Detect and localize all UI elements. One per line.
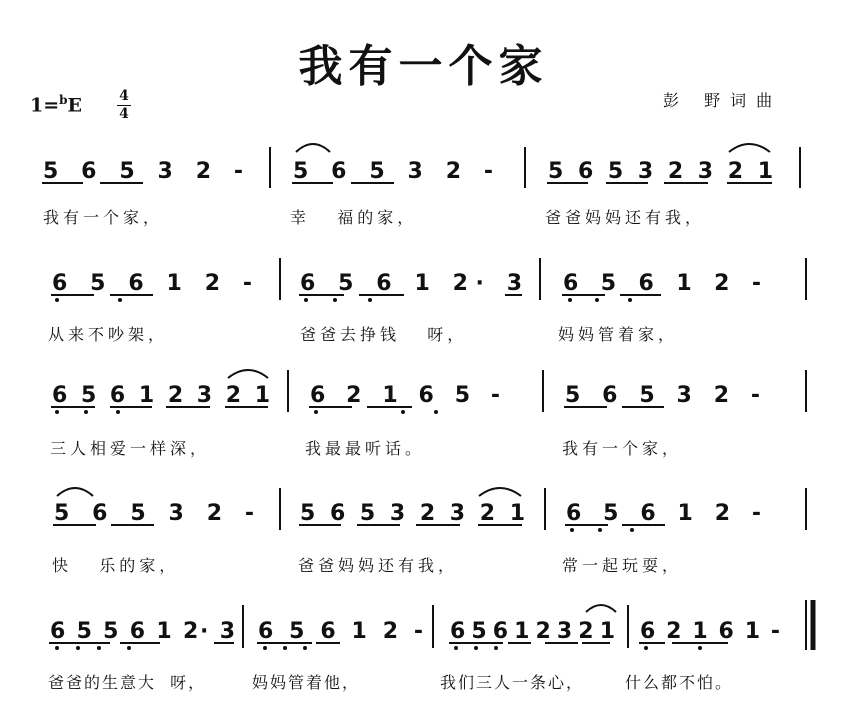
measure-notes: 6 5 6 1 2· 3 bbox=[300, 271, 522, 296]
measure-notes: 6 5 6 1 2 - bbox=[52, 271, 252, 296]
slur bbox=[57, 488, 93, 496]
lyric-line: 我有一个家， bbox=[43, 208, 164, 227]
slur bbox=[586, 605, 616, 612]
measure-notes: 5 6 5 3 2 - bbox=[43, 159, 243, 184]
measure-notes: 5 6 5 3 2 3 2 1 bbox=[548, 159, 773, 184]
lyric-line: 妈妈管着家， bbox=[558, 325, 679, 344]
measure-notes: 5 6 5 3 2 - bbox=[54, 501, 254, 526]
measure-notes: 6 5 6 1 2 3 2 1 bbox=[450, 619, 615, 644]
measure-notes: 6 5 6 1 2 3 2 1 bbox=[52, 383, 270, 408]
lyric-line: 爸爸妈妈还有我， bbox=[298, 556, 459, 575]
measure-notes: 6 5 5 6 1 2· 3 bbox=[50, 619, 235, 644]
octave-dots bbox=[55, 298, 702, 650]
lyric-line: 妈妈管着他， bbox=[252, 673, 361, 692]
lyric-line: 我们三人一条心， bbox=[440, 673, 585, 692]
measure-notes: 5 6 5 3 2 3 2 1 bbox=[300, 501, 525, 526]
lyric-line: 我有一个家， bbox=[562, 439, 683, 458]
slur bbox=[296, 144, 330, 152]
key-prefix: 1= bbox=[30, 94, 60, 117]
measure-notes: 5 6 5 3 2 - bbox=[293, 159, 493, 184]
measure-notes: 6 5 6 1 2 - bbox=[566, 501, 761, 526]
time-bottom: 4 bbox=[119, 106, 129, 122]
measure-notes: 5 6 5 3 2 - bbox=[565, 383, 760, 408]
lyric-line: 爸爸去挣钱 呀， bbox=[300, 325, 468, 344]
lyric-line: 幸 福的家， bbox=[290, 208, 418, 227]
measure-notes: 6 2 1 6 5 - bbox=[310, 383, 500, 408]
key-note: E bbox=[67, 94, 83, 117]
measure-notes: 6 5 6 1 2 - bbox=[258, 619, 423, 644]
lyric-line: 爸爸的生意大 呀， bbox=[48, 673, 207, 692]
slur bbox=[729, 144, 770, 152]
lyric-line: 爸爸妈妈还有我， bbox=[545, 208, 706, 227]
author-credit: 彭 野词曲 bbox=[663, 91, 783, 110]
flat-sign: b bbox=[59, 93, 68, 107]
lyric-line: 三人相爱一样深， bbox=[50, 439, 211, 458]
song-title: 我有一个家 bbox=[298, 41, 549, 92]
time-top: 4 bbox=[119, 88, 129, 104]
lyric-line: 什么都不怕。 bbox=[625, 673, 734, 692]
lyric-line: 快 乐的家， bbox=[52, 556, 180, 575]
slur bbox=[228, 370, 268, 378]
lyric-line: 我最最听话。 bbox=[305, 439, 426, 458]
measure-notes: 6 2 1 6 1 - bbox=[640, 619, 780, 644]
lyric-line: 从来不吵架， bbox=[48, 325, 169, 344]
lyric-line: 常一起玩耍， bbox=[562, 556, 683, 575]
measure-notes: 6 5 6 1 2 - bbox=[563, 271, 761, 296]
slur bbox=[479, 488, 521, 496]
